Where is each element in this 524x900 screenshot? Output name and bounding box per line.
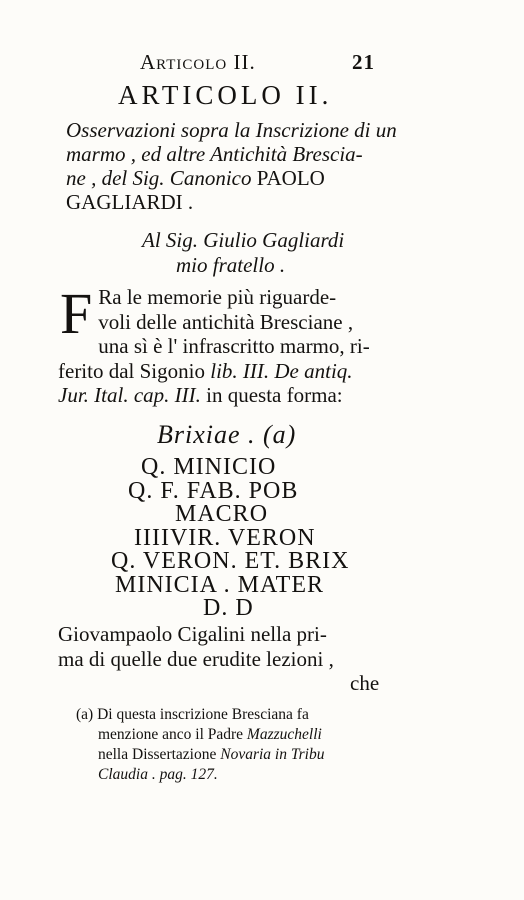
inscription-line: Q. VERON. ET. BRIX [111, 548, 350, 574]
subtitle-line-1: Osservazioni sopra la Inscrizione di un [66, 118, 397, 142]
body-line-2: voli delle antichità Bresciane , [98, 309, 354, 334]
dedication-line-2: mio fratello . [176, 253, 286, 277]
page-number: 21 [352, 50, 375, 74]
inscription-heading: Brixiae . (a) [157, 420, 297, 449]
author-surname: GAGLIARDI . [66, 190, 194, 214]
body-paragraph [58, 281, 408, 408]
subtitle-line-3a: ne , del Sig. Canonico [66, 166, 252, 190]
continuation-paragraph [58, 622, 408, 696]
citation-sigonio: lib. III. De antiq. [210, 358, 353, 383]
dedication-line-1: Al Sig. Giulio Gagliardi [142, 228, 345, 252]
inscription-block [0, 456, 524, 621]
body-line-4 [58, 359, 408, 384]
footnote-line-4: Claudia . pag. 127. [98, 766, 218, 783]
inscription-line: MINICIA . MATER [115, 571, 325, 598]
continuation-line-1: Giovampaolo Cigalini nella pri- [58, 622, 327, 646]
body-line-5b: in questa forma: [206, 383, 343, 407]
footnote [76, 705, 416, 785]
citation-jur-ital: Jur. Ital. cap. III. [58, 383, 201, 407]
inscription-line: Q. MINICIO [141, 454, 277, 480]
article-title: ARTICOLO II. [118, 80, 333, 110]
footnote-line-3 [76, 745, 416, 765]
dedication [142, 228, 344, 278]
catchword: che [350, 671, 380, 695]
subtitle-line-3 [66, 166, 446, 190]
inscription-line: Q. F. FAB. POB [128, 477, 299, 504]
inscription-line: MACRO [175, 501, 269, 527]
inscription-line: IIIIVIR. VERON [134, 524, 316, 551]
subtitle-line-2: marmo , ed altre Antichità Brescia- [66, 142, 363, 166]
body-line-3: una sì è l' infrascritto marmo, ri- [98, 334, 370, 358]
footnote-name-mazzuchelli: Mazzuchelli [246, 726, 322, 743]
body-line-4a: ferito dal Sigonio [58, 358, 205, 383]
footnote-line-2a: menzione anco il Padre [98, 726, 244, 743]
continuation-line-2: ma di quelle due erudite lezioni , [58, 646, 334, 671]
body-line-1: Ra le memorie più riguarde- [98, 285, 337, 309]
footnote-line-1: (a) Di questa inscrizione Bresciana fa [76, 706, 309, 723]
footnote-dissertation-title: Novaria in Tribu [220, 746, 325, 763]
author-first-name: PAOLO [256, 166, 325, 190]
footnote-line-3a: nella Dissertazione [98, 746, 217, 763]
body-line-5 [58, 383, 408, 408]
drop-cap: F [60, 281, 93, 346]
running-head-title: Articolo II. [140, 50, 256, 74]
footnote-line-2 [76, 725, 416, 745]
inscription-line: D. D [203, 595, 254, 621]
article-subtitle [66, 118, 446, 214]
